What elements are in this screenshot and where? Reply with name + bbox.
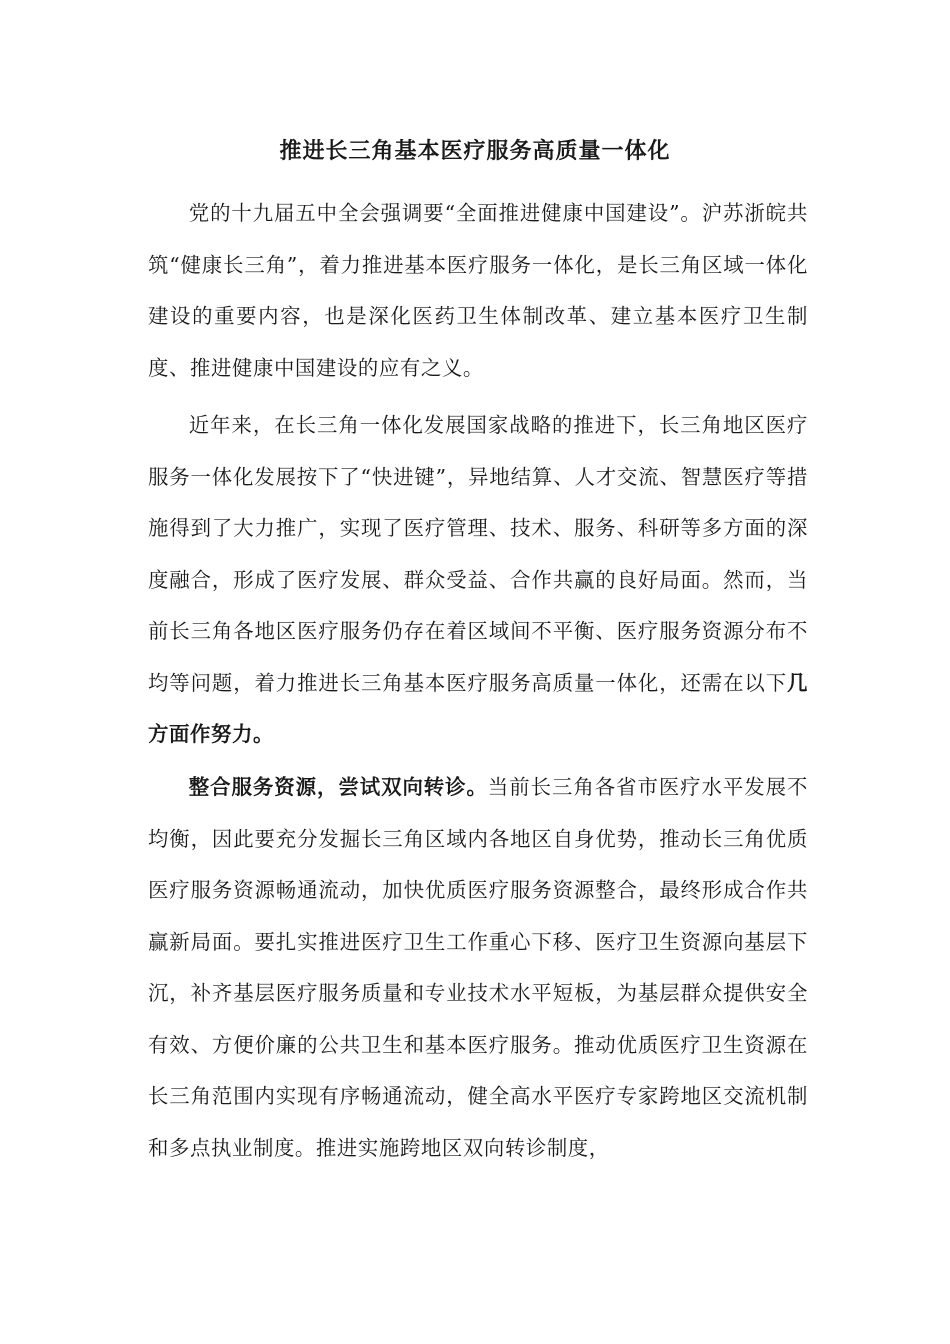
- paragraph-intro-text: 党的十九届五中全会强调要“全面推进健康中国建设”。沪苏浙皖共筑“健康长三角”，着力推进基本医疗服务一体化，是长三角区域一体化建设的重要内容，也是深化医药卫生体制改革、建立基本医疗卫生制度、推进健康中国建设的应有之义。: [148, 201, 808, 380]
- paragraph-resources-heading: 整合服务资源，尝试双向转诊。: [188, 775, 488, 799]
- paragraph-intro: [148, 188, 808, 394]
- paragraph-resources-text: 当前长三角各省市医疗水平发展不均衡，因此要充分发掘长三角区域内各地区自身优势，推动长三角优质医疗服务资源畅通流动，加快优质医疗服务资源整合，最终形成合作共赢新局面。要扎实推进医疗卫生工作重心下移、医疗卫生资源向基层下沉，补齐基层医疗服务质量和专业技术水平短板，为基层群众提供安全有效、方便价廉的公共卫生和基本医疗服务。推动优质医疗卫生资源在长三角范围内实现有序畅通流动，健全高水平医疗专家跨地区交流机制和多点执业制度。推进实施跨地区双向转诊制度，: [148, 775, 808, 1160]
- paragraph-background: [148, 400, 808, 761]
- paragraph-background-bold-tail: 几方面作努力。: [148, 670, 808, 746]
- document-title: 推进长三角基本医疗服务高质量一体化: [279, 139, 671, 164]
- paragraph-resources: [148, 762, 808, 1174]
- paragraph-background-text: 近年来，在长三角一体化发展国家战略的推进下，长三角地区医疗服务一体化发展按下了“快进键”，异地结算、人才交流、智慧医疗等措施得到了大力推广，实现了医疗管理、技术、服务、科研等多方面的深度融合，形成了医疗发展、群众受益、合作共赢的良好局面。然而，当前长三角各地区医疗服务仍存在着区域间不平衡、医疗服务资源分布不均等问题，着力推进长三角基本医疗服务高质量一体化，还需在以下: [148, 413, 808, 695]
